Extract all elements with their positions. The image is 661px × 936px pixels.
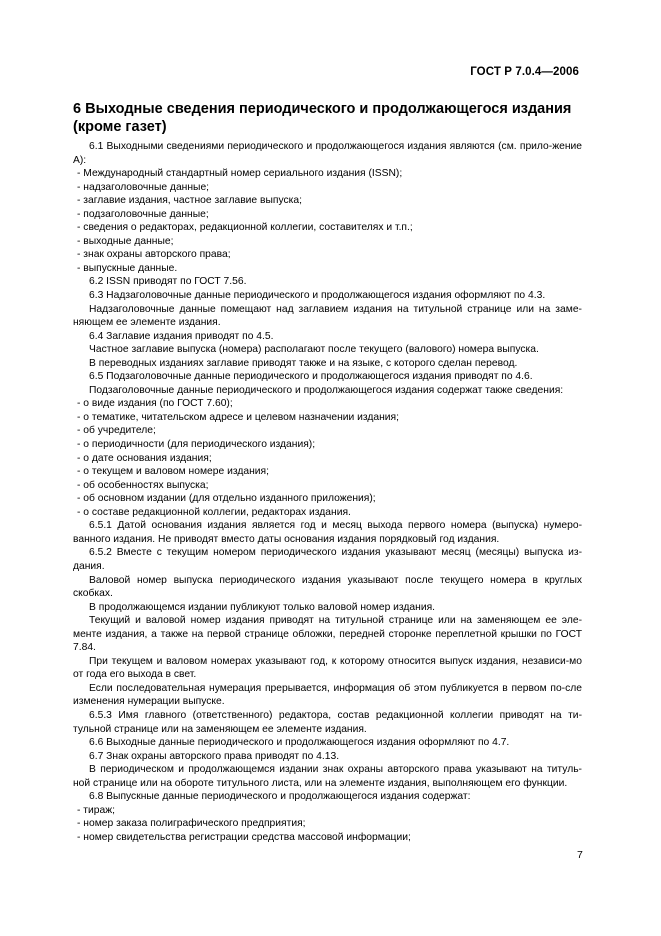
paragraph: 6.1 Выходными сведениями периодического и продолжающегося издания являются (см. прило-жение А): (73, 141, 582, 166)
paragraph: В периодическом и продолжающемся издании знак охраны авторского права указывают на титуль-ной странице или на обороте титульного листа, или на элементе издания, выполняющем его функции. (73, 764, 582, 789)
paragraph: 6.5.2 Вместе с текущим номером периодического издания указывают месяц (месяцы) выпуска из-дания. (73, 547, 582, 572)
paragraph: 6.6 Выходные данные периодического и продолжающегося издания оформляют по 4.7. (89, 737, 510, 749)
list-item: - о дате основания издания; (77, 452, 212, 464)
list-item: - Международный стандартный номер сериального издания (ISSN); (77, 168, 403, 180)
paragraph: Текущий и валовой номер издания приводят на титульной странице или на заменяющем ее эле-менте издания, а также на первой странице обложки, передней сторонке переплетной крышки по ГОСТ 7.84. (73, 615, 582, 654)
list-item: - знак охраны авторского права; (77, 249, 231, 261)
paragraph: Валовой номер выпуска периодического издания указывают после текущего номера в круглых скобках. (73, 574, 582, 600)
list-item: - об учредителе; (77, 425, 156, 437)
list-item: - номер заказа полиграфического предприятия; (77, 818, 306, 830)
list-item: - о составе редакционной коллегии, редакторах издания. (77, 506, 351, 518)
list-item: - об особенностях выпуска; (77, 479, 209, 491)
paragraph: 6.4 Заглавие издания приводят по 4.5. (89, 330, 274, 342)
list-item: - надзаголовочные данные; (77, 181, 210, 193)
list-item: - о тематике, читательском адресе и целевом назначении издания; (77, 411, 399, 423)
section-title: 6 Выходные сведения периодического и продолжающегося издания (кроме газет) (73, 101, 572, 135)
paragraph: 6.3 Надзаголовочные данные периодического и продолжающегося издания оформляют по 4.3. (89, 290, 546, 302)
paragraph: Частное заглавие выпуска (номера) располагают после текущего (валового) номера выпуска. (89, 344, 539, 356)
list-item: - об основном издании (для отдельно изданного приложения); (77, 493, 376, 505)
paragraph: Если последовательная нумерация прерывается, информация об этом публикуется в первом по-сле изменения нумерации выпуске. (73, 682, 582, 708)
list-item: - о периодичности (для периодического издания); (77, 439, 316, 451)
list-item: - выпускные данные. (77, 262, 178, 274)
paragraph: 6.2 ISSN приводят по ГОСТ 7.56. (89, 276, 247, 288)
list-item: - о текущем и валовом номере издания; (77, 466, 269, 478)
paragraph: Надзаголовочные данные помещают над заглавием издания на титульной странице или на заме-няющем ее элементе издания. (73, 303, 582, 329)
list-item: - сведения о редакторах, редакционной коллегии, составителях и т.п.; (77, 222, 413, 234)
paragraph: При текущем и валовом номерах указывают год, к которому относится выпуск издания, независи-мо от года его выхода в свет. (73, 655, 582, 681)
paragraph: 6.8 Выпускные данные периодического и продолжающегося издания содержат: (89, 791, 471, 803)
document-header: ГОСТ Р 7.0.4—2006 (470, 66, 579, 78)
list-item: - тираж; (77, 804, 115, 816)
list-item: - заглавие издания, частное заглавие выпуска; (77, 195, 302, 207)
list-item: - выходные данные; (77, 235, 174, 247)
document-body (73, 140, 582, 844)
list-item: - подзаголовочные данные; (77, 208, 209, 220)
paragraph: В переводных изданиях заглавие приводят также и на языке, с которого сделан перевод. (89, 357, 518, 369)
paragraph: 6.7 Знак охраны авторского права приводят по 4.13. (89, 750, 340, 762)
paragraph: 6.5.1 Датой основания издания является год и месяц выхода первого номера (выпуска) нумеро-ванного издания. Не приводят вместо даты основания издания порядковый год издания. (73, 520, 582, 545)
paragraph: 6.5 Подзаголовочные данные периодического и продолжающегося издания приводят по 4.6. (89, 371, 533, 383)
paragraph: Подзаголовочные данные периодического и продолжающегося издания содержат также сведения: (89, 384, 564, 396)
list-item: - номер свидетельства регистрации средства массовой информации; (77, 831, 411, 843)
page-number: 7 (577, 849, 583, 861)
paragraph: 6.5.3 Имя главного (ответственного) редактора, состав редакционной коллегии приводят на ти-тульной странице или на заменяющем ее элементе издания. (73, 709, 582, 735)
paragraph: В продолжающемся издании публикуют только валовой номер издания. (89, 601, 436, 613)
list-item: - о виде издания (по ГОСТ 7.60); (77, 398, 233, 410)
